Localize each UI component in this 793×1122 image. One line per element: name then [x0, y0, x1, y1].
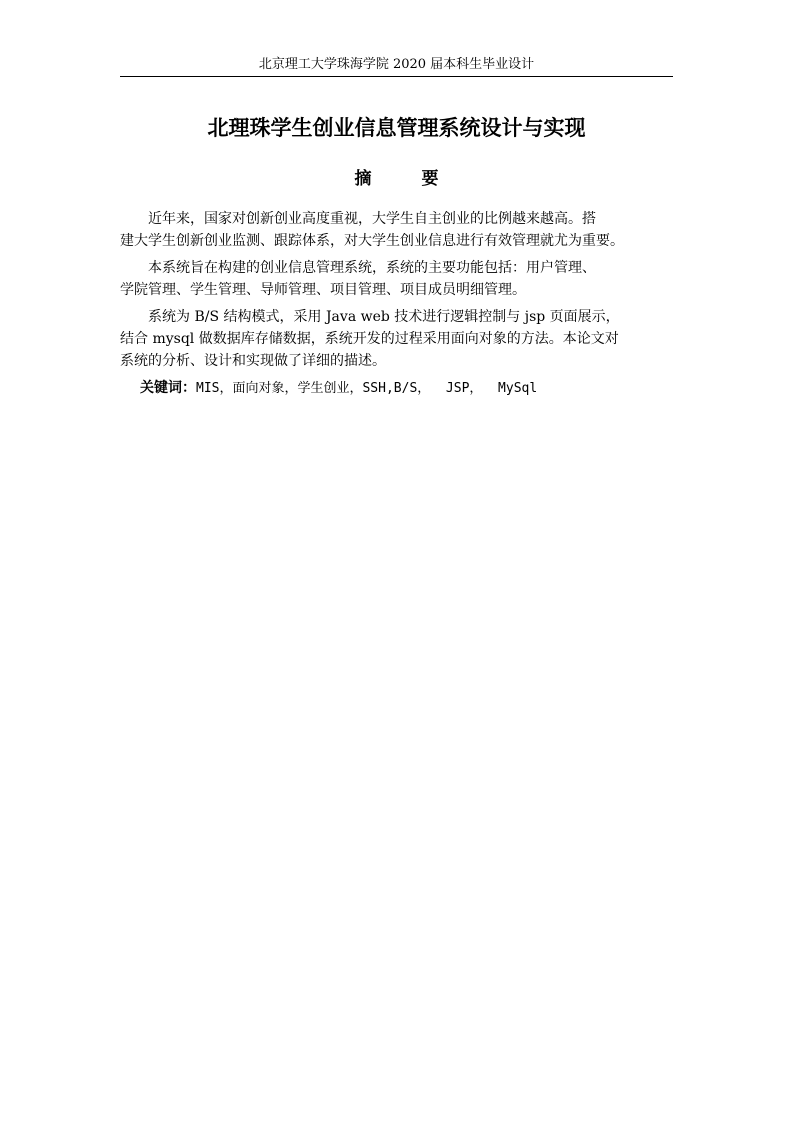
paragraph-line: 结合 mysql 做数据库存储数据，系统开发的过程采用面向对象的方法。本论文对: [120, 331, 619, 347]
keywords-label: 关键词：: [140, 380, 196, 396]
header-divider: [120, 76, 673, 77]
paragraph-line: 系统为 B/S 结构模式，采用 Java web 技术进行逻辑控制与 jsp 页面展示，: [148, 309, 620, 325]
keywords-value: MIS，面向对象，学生创业，SSH,B/S， JSP， MySql: [196, 381, 538, 396]
paragraph-line: 系统的分析、设计和实现做了详细的描述。: [120, 353, 386, 369]
abstract-body: [120, 208, 675, 400]
paragraph-line: 建大学生创新创业监测、跟踪体系，对大学生创业信息进行有效管理就尤为重要。: [120, 233, 624, 249]
keywords-line: [120, 377, 675, 400]
abstract-paragraph-1: [120, 208, 675, 252]
paragraph-line: 学院管理、学生管理、导师管理、项目管理、项目成员明细管理。: [120, 282, 526, 298]
abstract-paragraph-2: [120, 257, 675, 301]
paragraph-line: 近年来，国家对创新创业高度重视，大学生自主创业的比例越来越高。搭: [148, 211, 596, 227]
abstract-paragraph-3: [120, 306, 675, 372]
running-header: 北京理工大学珠海学院 2020 届本科生毕业设计: [258, 57, 535, 72]
paragraph-line: 本系统旨在构建的创业信息管理系统，系统的主要功能包括：用户管理、: [148, 260, 596, 276]
thesis-title: 北理珠学生创业信息管理系统设计与实现: [207, 115, 586, 140]
abstract-heading: 摘 要: [354, 169, 461, 189]
